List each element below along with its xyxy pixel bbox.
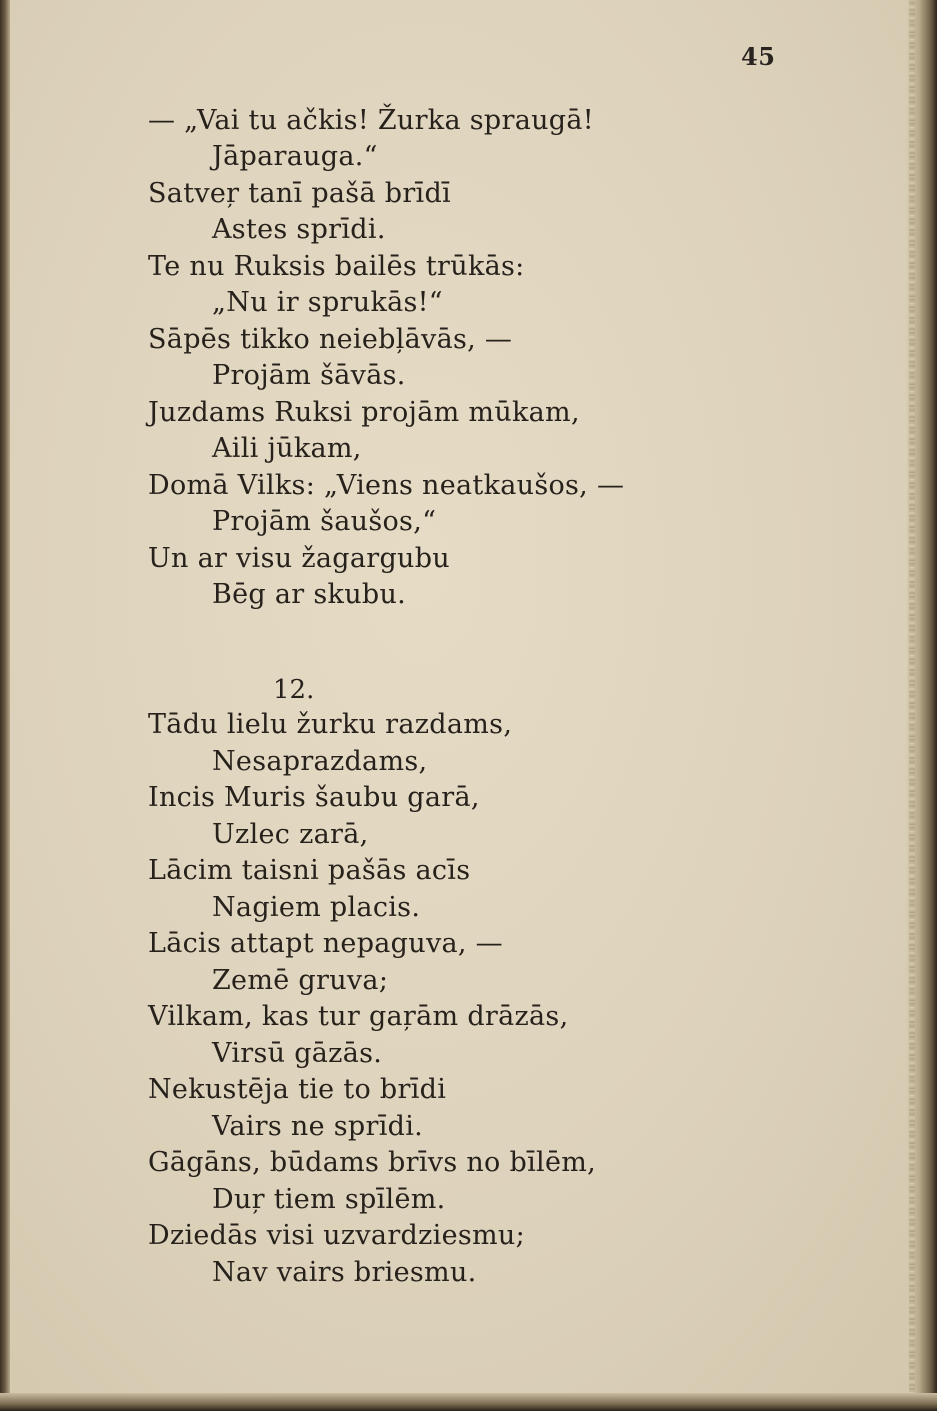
page-bottom-edge: [0, 1393, 937, 1411]
poem-line: Nagiem placis.: [212, 892, 421, 923]
poem-line: Tādu lielu žurku razdams,: [148, 709, 513, 740]
poem-line: Nesaprazdams,: [212, 746, 428, 777]
poem-line: Uzlec zarā,: [212, 819, 369, 850]
poem-line: Satveŗ tanī pašā brīdī: [148, 178, 451, 209]
poem-line: Lācim taisni pašās acīs: [148, 855, 471, 886]
poem-line: Nav vairs briesmu.: [212, 1257, 477, 1288]
poem-line: Te nu Ruksis bailēs trūkās:: [148, 251, 525, 282]
poem-line: Jāparauga.“: [212, 141, 378, 172]
poem-line: Dziedās visi uzvardziesmu;: [148, 1220, 526, 1251]
poem-line: Astes sprīdi.: [212, 214, 386, 245]
poem-line: Projām šaušos,“: [212, 506, 437, 537]
poem-line: Duŗ tiem spīlēm.: [212, 1184, 446, 1215]
poem-line: Incis Muris šaubu garā,: [148, 782, 480, 813]
page-gutter-shadow: [0, 0, 10, 1411]
poem-line: Gāgāns, būdams brīvs no bīlēm,: [148, 1147, 597, 1178]
poem-line: Juzdams Ruksi projām mūkam,: [148, 397, 580, 428]
stanza-number: 12.: [273, 675, 315, 705]
poem-line: Bēg ar skubu.: [212, 579, 407, 610]
poem-line: Aili jūkam,: [212, 433, 362, 464]
poem-line: „Nu ir sprukās!“: [212, 287, 443, 318]
poem-line: — „Vai tu ačkis! Žurka spraugā!: [148, 105, 594, 136]
poem-line: Virsū gāzās.: [212, 1038, 383, 1069]
poem-line: Un ar visu žagargubu: [148, 543, 450, 574]
poem-line: Domā Vilks: „Viens neatkaušos, —: [148, 470, 625, 501]
page-edge-texture: [909, 0, 915, 1411]
poem-line: Lācis attapt nepaguva, —: [148, 928, 503, 959]
poem-line: Projām šāvās.: [212, 360, 406, 391]
poem-line: Vairs ne sprīdi.: [212, 1111, 424, 1142]
poem-line: Sāpēs tikko neiebļāvās, —: [148, 324, 513, 355]
poem-line: Zemē gruva;: [212, 965, 389, 996]
poem-line: Nekustēja tie to brīdi: [148, 1074, 447, 1105]
page-number: 45: [741, 42, 776, 71]
poem-line: Vilkam, kas tur gaŗām drāzās,: [148, 1001, 569, 1032]
